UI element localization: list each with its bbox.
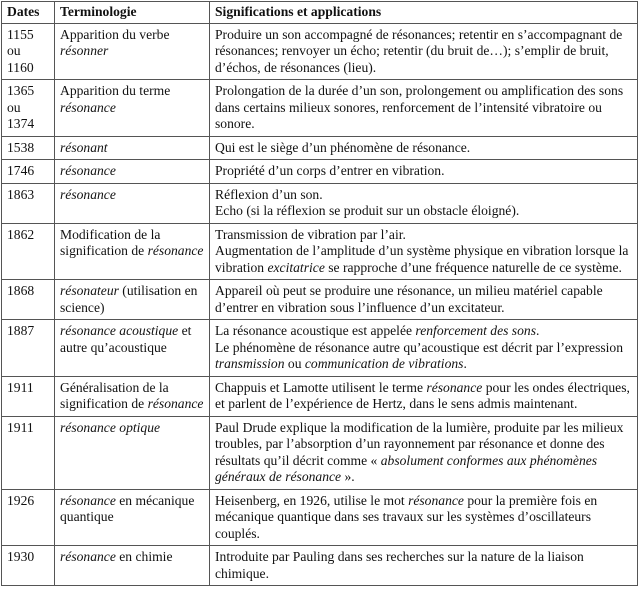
italic-text: résonateur: [60, 283, 119, 298]
table-row: [2, 489, 638, 546]
header-significations: Significations et applications: [210, 2, 638, 24]
terminology-cell: [55, 320, 210, 377]
table-row: [2, 546, 638, 586]
italic-text: excitatrice: [267, 259, 325, 275]
text-segment: Transmission de vibration par l’air.: [215, 226, 406, 242]
date-cell: 1863: [2, 183, 55, 223]
table-row: [2, 80, 638, 137]
table-row: [2, 416, 638, 489]
text-segment: Modification de la signification de: [60, 226, 161, 258]
table-body: [2, 23, 638, 586]
italic-text: résonner: [60, 43, 109, 58]
header-dates: Dates: [2, 2, 55, 24]
italic-text: résonance: [408, 492, 464, 508]
signification-cell: [210, 376, 638, 416]
date-cell: 1887: [2, 320, 55, 377]
text-segment: Apparition du terme: [60, 83, 171, 98]
text-segment: Augmentation de l’amplitude d’un système physique en vibration lorsque la vibration: [215, 243, 629, 275]
text-segment: Appareil où peut se produire une résonance, un milieu matériel capable d’entrer en vibration sous l’influence d’un excitateur.: [215, 283, 603, 315]
signification-cell: [210, 183, 638, 223]
text-segment: Chappuis et Lamotte utilisent le terme: [215, 379, 427, 395]
signification-cell: [210, 280, 638, 320]
text-segment: en chimie: [115, 549, 173, 564]
header-terminologie: Terminologie: [55, 2, 210, 24]
text-segment: Echo (si la réflexion se produit sur un obstacle éloigné).: [215, 203, 520, 218]
date-cell: 1365 ou 1374: [2, 80, 55, 137]
date-cell: 1155 ou 1160: [2, 23, 55, 80]
date-cell: 1538: [2, 136, 55, 160]
date-cell: 1868: [2, 280, 55, 320]
terminology-cell: [55, 80, 210, 137]
text-segment: (utilisation en science): [60, 283, 198, 315]
text-segment: Paul Drude explique la modification de la lumière, produite par les milieux troubles, par l’absorption d’un rayonnement par résonance et donne des résultats qu’il décrit comme «: [215, 419, 624, 468]
italic-text: renforcement des sons: [415, 323, 536, 338]
text-segment: Le phénomène de résonance autre qu’acoustique est décrit par l’expression: [215, 339, 624, 355]
signification-cell: [210, 23, 638, 80]
text-segment: .: [463, 356, 467, 371]
table-row: [2, 23, 638, 80]
signification-cell: [210, 136, 638, 160]
text-segment: Heisenberg, en 1926, utilise le mot: [215, 492, 409, 508]
italic-text: résonant: [60, 139, 108, 155]
signification-cell: [210, 80, 638, 137]
date-cell: 1926: [2, 489, 55, 546]
table-header-row: [2, 2, 638, 24]
table-row: [2, 376, 638, 416]
text-segment: et autre qu’acoustique: [60, 323, 192, 355]
italic-text: résonance: [60, 549, 116, 564]
italic-text: résonance: [60, 492, 116, 508]
table-row: [2, 223, 638, 280]
table-row: [2, 280, 638, 320]
italic-text: absolument conformes aux phénomènes généraux de résonance: [215, 452, 598, 484]
italic-text: résonance: [60, 99, 116, 115]
signification-cell: [210, 320, 638, 377]
signification-cell: [210, 416, 638, 489]
terminology-table: [1, 1, 638, 586]
date-cell: 1911: [2, 376, 55, 416]
date-cell: 1862: [2, 223, 55, 280]
text-segment: Qui est le siège d’un phénomène de résonance.: [215, 139, 471, 155]
text-segment: Apparition du verbe: [60, 26, 170, 42]
table-row: [2, 136, 638, 160]
terminology-cell: [55, 223, 210, 280]
italic-text: résonance acoustique: [60, 323, 179, 338]
italic-text: communication de vibrations: [304, 356, 464, 371]
text-segment: Prolongation de la durée d’un son, prolongement ou amplification des sons dans certains milieux sonores, renforcement de l’intensité vibratoire ou sonore.: [215, 83, 624, 131]
text-segment: pour la première fois en mécanique quantique dans ses travaux sur les systèmes d’oscillateurs couplés.: [215, 492, 598, 541]
text-segment: Produire un son accompagné de résonances; retentir en s’accompagnant de résonances; renvoyer un écho; retentir (du bruit de…); s’emplir de bruit, d’échos, de résonances (lieu).: [215, 26, 623, 75]
date-cell: 1911: [2, 416, 55, 489]
italic-text: résonance: [147, 396, 204, 411]
terminology-cell: [55, 376, 210, 416]
italic-text: résonance: [147, 243, 204, 258]
terminology-cell: [55, 416, 210, 489]
italic-text: résonance: [426, 379, 483, 395]
text-segment: en mécanique quantique: [60, 492, 195, 524]
terminology-cell: [55, 280, 210, 320]
table-row: [2, 320, 638, 377]
italic-text: résonance: [60, 163, 116, 178]
date-cell: 1746: [2, 160, 55, 184]
terminology-cell: [55, 183, 210, 223]
text-segment: Introduite par Pauling dans ses recherches sur la nature de la liaison chimique.: [215, 549, 584, 581]
signification-cell: [210, 223, 638, 280]
table-row: [2, 183, 638, 223]
italic-text: résonance: [60, 186, 116, 202]
text-segment: .: [535, 323, 540, 338]
terminology-cell: [55, 23, 210, 80]
text-segment: se rapproche d’une fréquence naturelle de ce système.: [324, 259, 622, 275]
terminology-cell: [55, 160, 210, 184]
italic-text: résonance optique: [60, 419, 161, 435]
text-segment: Généralisation de la signification de: [60, 379, 169, 411]
terminology-cell: [55, 136, 210, 160]
signification-cell: [210, 160, 638, 184]
terminology-cell: [55, 546, 210, 586]
text-segment: ou: [284, 356, 305, 371]
date-cell: 1930: [2, 546, 55, 586]
signification-cell: [210, 546, 638, 586]
text-segment: ».: [341, 469, 355, 484]
text-segment: La résonance acoustique est appelée: [215, 323, 416, 338]
table-row: [2, 160, 638, 184]
text-segment: Réflexion d’un son.: [215, 186, 323, 202]
text-segment: Propriété d’un corps d’entrer en vibration.: [215, 163, 445, 178]
signification-cell: [210, 489, 638, 546]
text-segment: pour les ondes électriques, et parlent de l’expérience de Hertz, dans le sens admis maintenant.: [215, 379, 630, 411]
italic-text: transmission: [215, 356, 285, 371]
terminology-cell: [55, 489, 210, 546]
